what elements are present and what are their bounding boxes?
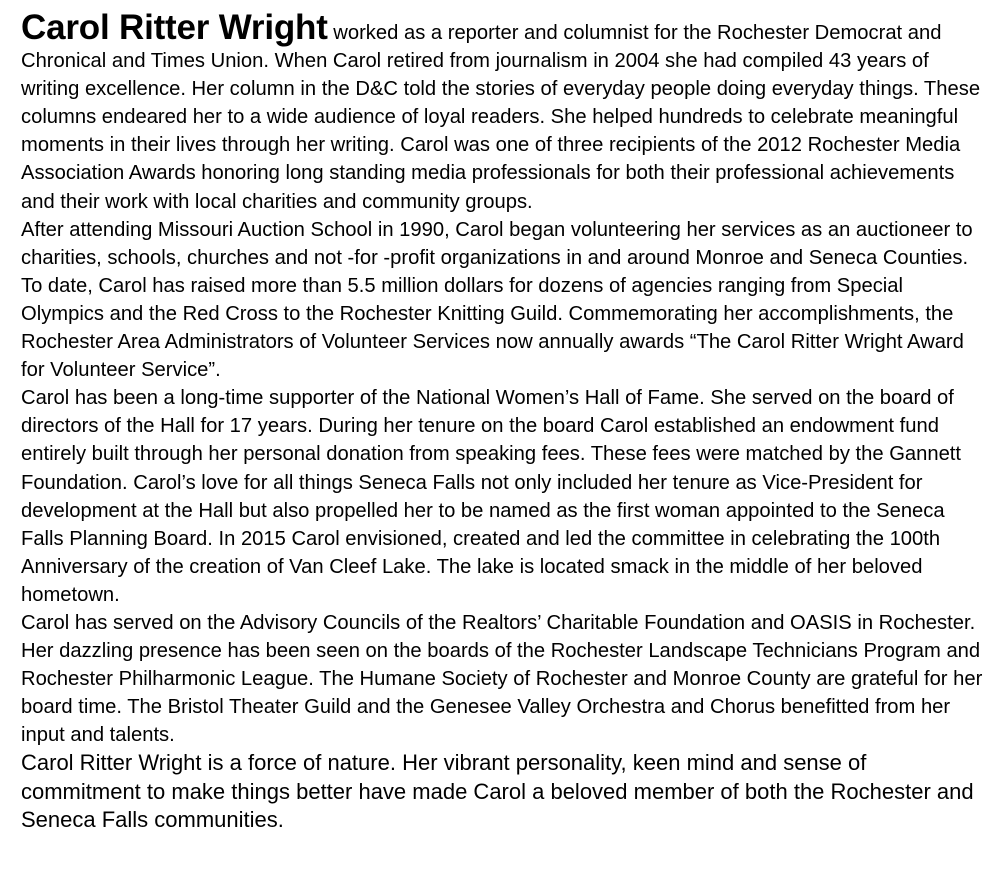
- auction-paragraph: After attending Missouri Auction School in 1990, Carol began volunteering her services as an auctioneer to charities, schools, churches and not -for -profit organizations in and around Monroe and Seneca Counties. To date, Carol has raised more than 5.5 million dollars for dozens of agencies ranging from Special Olympics and the Red Cross to the Rochester Knitting Guild. Commemorating her accomplishments, the Rochester Area Administrators of Volunteer Services now annually awards “The Carol Ritter Wright Award for Volunteer Service”.: [21, 218, 973, 382]
- intro-paragraph-text: worked as a reporter and columnist for the Rochester Democrat and Chronical and Times Union. When Carol retired from journalism in 2004 she had compiled 43 years of writing excellence. Her column in the D&C told the stories of everyday people doing everyday things. These columns endeared her to a wide audience of loyal readers. She helped hundreds to celebrate meaningful moments in their lives through her writing. Carol was one of three recipients of the 2012 Rochester Media Association Awards honoring long standing media professionals for both their professional achievements and their work with local charities and community groups.: [21, 22, 981, 213]
- intro-paragraph: [21, 8, 991, 216]
- subject-name: Carol Ritter Wright: [21, 8, 328, 47]
- advisory-councils-paragraph: Carol has served on the Advisory Councils of the Realtors’ Charitable Foundation and OASIS in Rochester. Her dazzling presence has been seen on the boards of the Rochester Landscape Technicians Program and Rochester Philharmonic League. The Humane Society of Rochester and Monroe County are grateful for her board time. The Bristol Theater Guild and the Genesee Valley Orchestra and Chorus benefitted from her input and talents.: [21, 611, 983, 747]
- biography-document: [21, 8, 991, 835]
- hall-of-fame-paragraph: Carol has been a long-time supporter of the National Women’s Hall of Fame. She served on the board of directors of the Hall for 17 years. During her tenure on the board Carol established an endowment fund entirely built through her personal donation from speaking fees. These fees were matched by the Gannett Foundation. Carol’s love for all things Seneca Falls not only included her tenure as Vice-President for development at the Hall but also propelled her to be named as the first woman appointed to the Seneca Falls Planning Board. In 2015 Carol envisioned, created and led the committee in celebrating the 100th Anniversary of the creation of Van Cleef Lake. The lake is located smack in the middle of her beloved hometown.: [21, 387, 962, 606]
- closing-paragraph: Carol Ritter Wright is a force of nature. Her vibrant personality, keen mind and sense of commitment to make things better have made Carol a beloved member of both the Rochester and Seneca Falls communities.: [21, 750, 974, 833]
